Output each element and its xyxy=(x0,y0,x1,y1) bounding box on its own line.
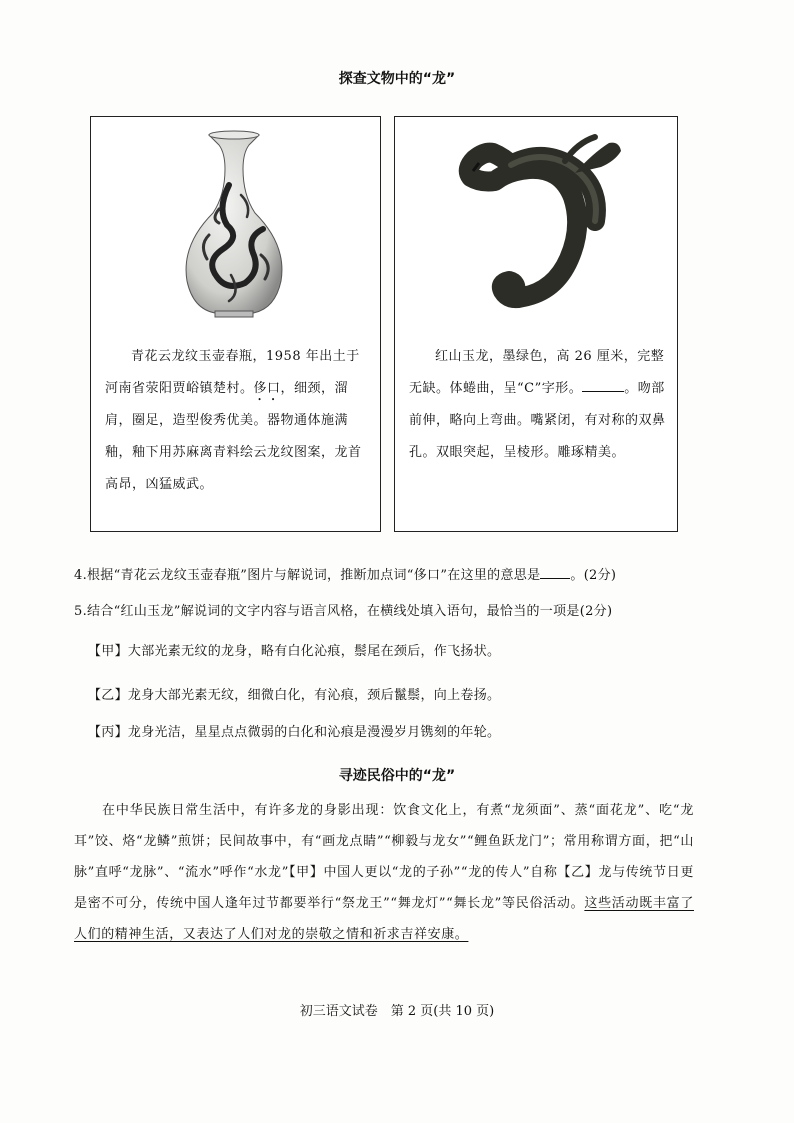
jade-dragon-image xyxy=(445,131,635,327)
question-4 xyxy=(74,564,734,583)
option-label: 【乙】 xyxy=(88,688,128,703)
jade-caption-text-2: 。吻部前伸，略向上弯曲。嘴紧闭，有对称的双鼻孔。双眼突起，呈棱形。雕琢精美。 xyxy=(409,381,666,460)
jade-card xyxy=(394,116,678,532)
folklore-passage xyxy=(74,795,694,950)
emphasis-char-2: 口 xyxy=(267,381,281,396)
option-label: 【甲】 xyxy=(88,644,128,659)
option-yi[interactable] xyxy=(88,684,728,703)
passage-text: 在中华民族日常生活中，有许多龙的身影出现：饮食文化上，有煮“龙须面”、蒸“面花龙”、吃“龙耳”饺、烙“龙鳞”煎饼；民间故事中，有“画龙点睛”“柳毅与龙女”“鲤鱼跃龙门”；常用称谓方面，把“山脉”直呼“龙脉”、“流水”呼作“水龙”【甲】中国人更以“龙的子孙”“龙的传人”自称【乙】龙与传统节日更是密不可分，传统中国人逢年过节都要举行“祭龙王”“舞龙灯”“舞长龙”等民俗活动。 xyxy=(74,803,694,911)
section-title-relics: 探查文物中的“龙” xyxy=(338,71,456,87)
option-bing[interactable] xyxy=(88,721,728,740)
jade-caption-text: 红山玉龙，墨绿色，高 26 厘米，完整无缺。体蜷曲，呈“C”字形。 xyxy=(409,349,665,396)
emphasis-char-1: 侈 xyxy=(253,381,268,396)
option-text: 龙身大部光素无纹，细微白化，有沁痕，颈后鬣鬃，向上卷扬。 xyxy=(127,688,501,703)
option-jia[interactable] xyxy=(88,640,728,659)
section-title-folklore: 寻迹民俗中的“龙” xyxy=(338,768,456,784)
vase-caption-text: 青花云龙纹玉壶春瓶，1958 年出土于河南省荥阳贾峪镇楚村。 xyxy=(105,349,360,396)
passage-underlined-sentence: 这些活动既丰富了人们的精神生活，又表达了人们对龙的崇敬之情和祈求吉祥安康。 xyxy=(74,896,694,942)
question-5: 5.结合“红山玉龙”解说词的文字内容与语言风格，在横线处填入语句，最恰当的一项是(2分) xyxy=(74,604,613,619)
vase-caption xyxy=(105,341,368,501)
jade-caption-blank[interactable] xyxy=(582,391,624,392)
vase-image xyxy=(169,125,299,325)
vase-card xyxy=(90,116,381,532)
vase-caption-text-2: ，细颈，溜肩，圈足，造型俊秀优美。器物通体施满釉，釉下用苏麻离青料绘云龙纹图案，龙首高昂，凶猛威武。 xyxy=(105,381,362,492)
page-footer: 初三语文试卷 第 2 页(共 10 页) xyxy=(299,1004,495,1019)
question-4-text: 4.根据“青花云龙纹玉壶春瓶”图片与解说词，推断加点词“侈口”在这里的意思是 xyxy=(74,568,541,583)
option-label: 【丙】 xyxy=(88,725,128,740)
option-text: 大部光素无纹的龙身，略有白化沁痕，鬃尾在颈后，作飞扬状。 xyxy=(127,644,501,659)
option-text: 龙身光洁，星星点点微弱的白化和沁痕是漫漫岁月镌刻的年轮。 xyxy=(127,725,501,740)
jade-caption xyxy=(409,341,667,469)
question-4-answer-blank[interactable] xyxy=(540,578,570,579)
question-4-points: 。(2分) xyxy=(570,568,617,583)
